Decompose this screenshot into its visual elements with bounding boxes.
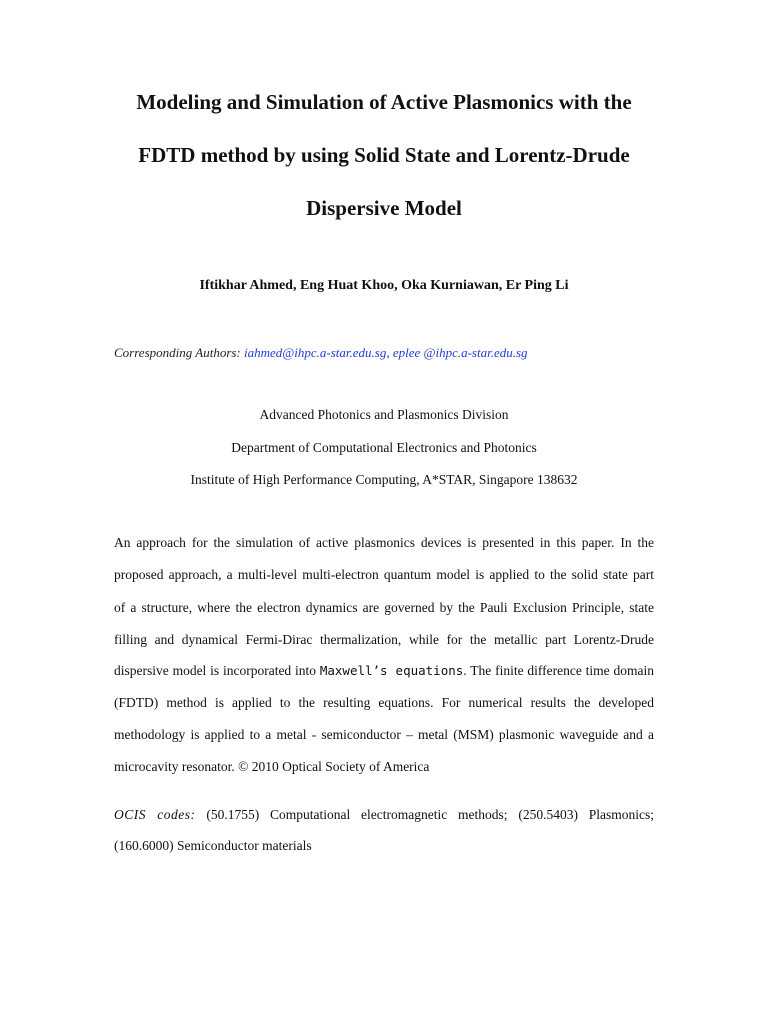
paper-title-line-2: FDTD method by using Solid State and Lorentz-Drude	[138, 143, 630, 167]
abstract-text: dispersive model is incorporated into	[114, 663, 317, 678]
affiliation-institute: Institute of High Performance Computing, A*STAR, Singapore 138632	[190, 472, 578, 487]
abstract-line: filling and dynamical Fermi-Dirac thermalization, while for the metallic part Lorentz-Drude	[114, 632, 654, 647]
abstract-line: proposed approach, a multi-level multi-electron quantum model is applied to the solid state part	[114, 567, 654, 582]
corresponding-label: Corresponding Authors:	[114, 345, 241, 360]
abstract-line: (FDTD) method is applied to the resulting equations. For numerical results the developed	[114, 695, 654, 710]
abstract-line: An approach for the simulation of active plasmonics devices is presented in this paper. In the	[114, 535, 654, 550]
corresponding-authors	[114, 343, 528, 363]
affiliation-division: Advanced Photonics and Plasmonics Division	[259, 407, 509, 422]
email-links[interactable]: iahmed@ihpc.a-star.edu.sg, eplee @ihpc.a-star.edu.sg	[244, 345, 528, 360]
affiliation-department: Department of Computational Electronics and Photonics	[231, 440, 537, 455]
ocis-label: OCIS codes:	[114, 807, 196, 822]
author-list: Iftikhar Ahmed, Eng Huat Khoo, Oka Kurniawan, Er Ping Li	[199, 278, 569, 293]
abstract-line	[114, 661, 654, 681]
ocis-line-1	[114, 805, 654, 825]
ocis-line-2: (160.6000) Semiconductor materials	[114, 838, 312, 853]
paper-title-line-3: Dispersive Model	[306, 196, 462, 220]
abstract-line: of a structure, where the electron dynamics are governed by the Pauli Exclusion Principle, state	[114, 600, 654, 615]
abstract-line: microcavity resonator. © 2010 Optical Society of America	[114, 759, 430, 774]
abstract-line: methodology is applied to a metal - semiconductor – metal (MSM) plasmonic waveguide and a	[114, 727, 654, 742]
paper-title-line-1: Modeling and Simulation of Active Plasmonics with the	[136, 90, 632, 114]
abstract-text: . The finite difference time domain	[463, 663, 654, 678]
maxwell-equations-term: Maxwell’s equations	[319, 663, 464, 678]
ocis-codes-text: (50.1755) Computational electromagnetic methods; (250.5403) Plasmonics;	[206, 807, 654, 822]
